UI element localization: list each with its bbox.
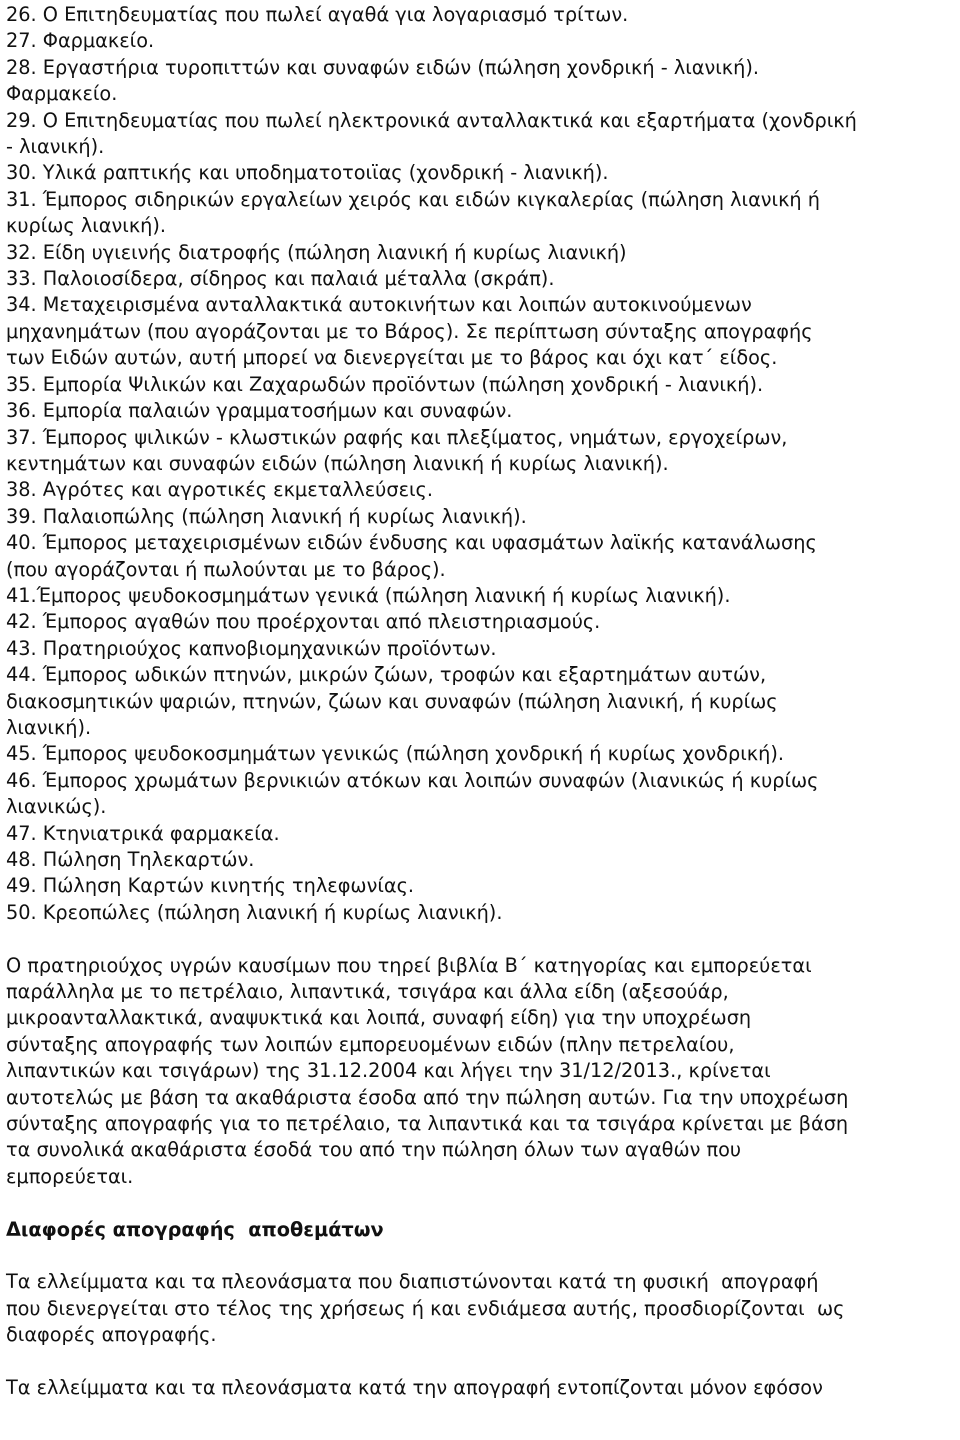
list-line: 34. Μεταχειρισμένα ανταλλακτικά αυτοκινήτων και λοιπών αυτοκινούμενων [6,293,752,317]
paragraph-line: μικροανταλλακτικά, αναψυκτικά και λοιπά, συναφή είδη) για την υποχρέωση [6,1006,752,1030]
list-line: (που αγοράζονται ή πωλούνται με το βάρος). [6,557,446,581]
list-line: 45. Έμπορος ψευδοκοσμημάτων γενικώς (πώληση χονδρική ή κυρίως χονδρική). [6,742,784,766]
list-line: κυρίως λιανική). [6,214,167,238]
list-line: 29. Ο Επιτηδευματίας που πωλεί ηλεκτρονικά ανταλλακτικά και εξαρτήματα (χονδρική [6,108,857,132]
list-line: 28. Εργαστήρια τυροπιττών και συναφών ειδών (πώληση χονδρική - λιανική). [6,55,760,79]
list-line: 36. Εμπορία παλαιών γραμματοσήμων και συναφών. [6,399,513,423]
paragraph-line: λιπαντικών και τσιγάρων) της 31.12.2004 και λήγει την 31/12/2013., κρίνεται [6,1059,771,1083]
list-line: 37. Έμπορος ψιλικών - κλωστικών ραφής και πλεξίματος, νημάτων, εργοχείρων, [6,425,788,449]
paragraph-line: αυτοτελώς με βάση τα ακαθάριστα έσοδα από την πώληση αυτών. Για την υποχρέωση [6,1085,849,1109]
list-line: κεντημάτων και συναφών ειδών (πώληση λιανική ή κυρίως λιανική). [6,451,669,475]
list-line: 26. Ο Επιτηδευματίας που πωλεί αγαθά για λογαριασμό τρίτων. [6,3,629,26]
list-line: μηχανημάτων (που αγοράζονται με το Βάρος). Σε περίπτωση σύνταξης απογραφής [6,319,813,343]
fuel-station-paragraph [6,953,956,1191]
list-line: 35. Εμπορία Ψιλικών και Ζαχαρωδών προϊόντων (πώληση χονδρική - λιανική). [6,372,764,396]
list-line: 48. Πώληση Τηλεκαρτών. [6,848,255,871]
paragraph-line: Τα ελλείμματα και τα πλεονάσματα κατά την απογραφή εντοπίζονται μόνον εφόσον [6,1376,823,1400]
list-line: 46. Έμπορος χρωμάτων βερνικιών ατόκων και λοιπών συναφών (λιανικώς ή κυρίως [6,768,819,792]
list-line: 31. Έμπορος σιδηρικών εργαλείων χειρός και ειδών κιγκαλερίας (πώληση λιανική ή [6,187,821,211]
paragraph-line: τα συνολικά ακαθάριστα έσοδά του από την πώληση όλων των αγαθών που [6,1138,742,1162]
list-line: 44. Έμπορος ωδικών πτηνών, μικρών ζώων, τροφών και εξαρτημάτων αυτών, [6,663,767,687]
paragraph-line: σύνταξης απογραφής των λοιπών εμπορευομένων ειδών (πλην πετρελαίου, [6,1032,735,1056]
business-category-list [6,2,956,926]
list-line: 50. Κρεοπώλες (πώληση λιανική ή κυρίως λιανική). [6,900,503,924]
list-line: 49. Πώληση Καρτών κινητής τηλεφωνίας. [6,874,415,898]
list-line: 43. Πρατηριούχος καπνοβιομηχανικών προϊόντων. [6,636,497,660]
paragraph-line: Ο πρατηριούχος υγρών καυσίμων που τηρεί βιβλία Β΄ κατηγορίας και εμπορεύεται [6,953,812,977]
list-line: 42. Έμπορος αγαθών που προέρχονται από πλειστηριασμούς. [6,610,601,634]
paragraph-spacer [6,1349,956,1375]
list-line: των Ειδών αυτών, αυτή μπορεί να διενεργείται με το βάρος και όχι κατ΄ είδος. [6,346,778,370]
paragraph-line: εμπορεύεται. [6,1164,134,1188]
paragraph-spacer [6,1190,956,1216]
paragraph-spacer [6,1243,956,1269]
document-page [6,2,956,1401]
list-line: - λιανική). [6,135,105,159]
list-line: 39. Παλαιοπώλης (πώληση λιανική ή κυρίως λιανική). [6,504,527,528]
paragraph-line: διαφορές απογραφής. [6,1323,217,1347]
list-line: 27. Φαρμακείο. [6,29,155,53]
list-line: 38. Αγρότες και αγροτικές εκμεταλλεύσεις. [6,478,433,502]
paragraph-spacer [6,926,956,952]
list-line: 33. Παλοιοσίδερα, σίδηρος και παλαιά μέταλλα (σκράπ). [6,267,555,291]
paragraph-line: σύνταξης απογραφής για το πετρέλαιο, τα λιπαντικά και τα τσιγάρα κρίνεται με βάση [6,1112,849,1136]
list-line: Φαρμακείο. [6,82,118,106]
paragraph-line: που διενεργείται στο τέλος της χρήσεως ή και ενδιάμεσα αυτής, προσδιορίζονται ως [6,1296,845,1320]
paragraph-line: παράλληλα με το πετρέλαιο, λιπαντικά, τσιγάρα και άλλα είδη (αξεσούάρ, [6,980,729,1004]
list-line: 47. Κτηνιατρικά φαρμακεία. [6,821,280,845]
inventory-differences-paragraph [6,1269,956,1348]
list-line: 32. Είδη υγιεινής διατροφής (πώληση λιανική ή κυρίως λιανική) [6,240,627,264]
list-line: 40. Έμπορος μεταχειρισμένων ειδών ένδυσης και υφασμάτων λαϊκής κατανάλωσης [6,531,817,555]
paragraph-line: Τα ελλείμματα και τα πλεονάσματα που διαπιστώνονται κατά τη φυσική απογραφή [6,1270,819,1294]
section-heading: Διαφορές απογραφής αποθεμάτων [6,1217,384,1241]
list-line: διακοσμητικών ψαριών, πτηνών, ζώων και συναφών (πώληση λιανική, ή κυρίως [6,689,778,713]
list-line: λιανική). [6,715,92,739]
list-line: 30. Υλικά ραπτικής και υποδηματοτοιϊας (χονδρική - λιανική). [6,161,609,185]
deficits-paragraph [6,1375,956,1401]
list-line: λιανικώς). [6,795,107,819]
list-line: 41.Έμπορος ψευδοκοσμημάτων γενικά (πώληση λιανική ή κυρίως λιανική). [6,583,731,607]
